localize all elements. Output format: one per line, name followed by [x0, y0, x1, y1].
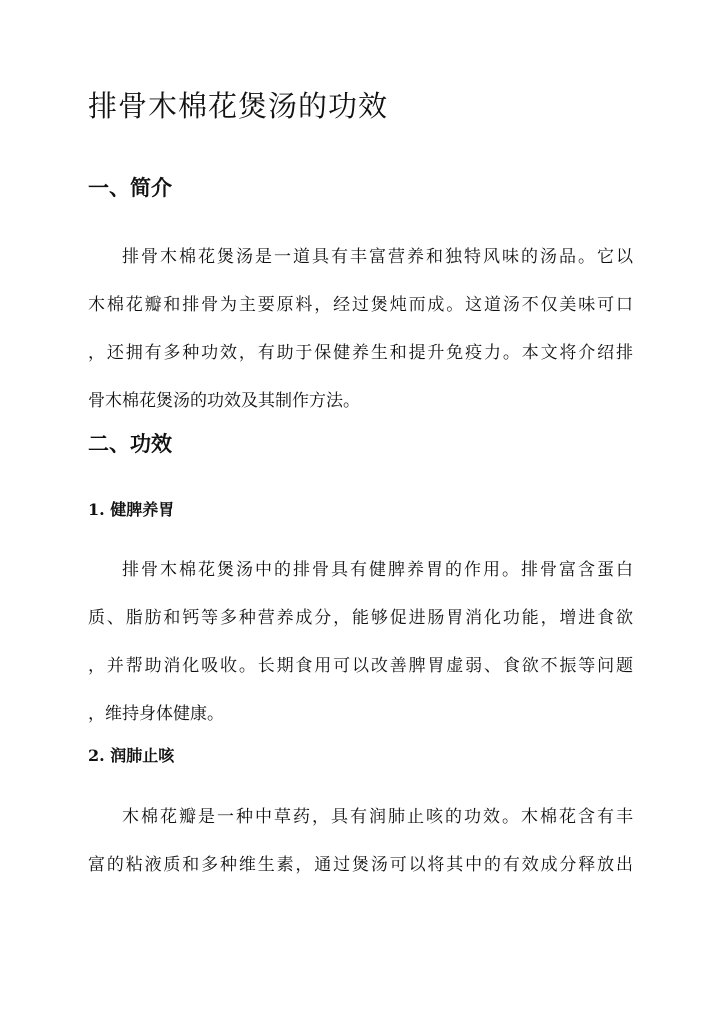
- paragraph-line: 骨木棉花煲汤的功效及其制作方法。: [88, 391, 360, 411]
- subsection-heading-spleen: 1. 健脾养胃: [88, 500, 175, 519]
- subsection-heading-lung: 2. 润肺止咳: [88, 746, 175, 765]
- paragraph-line: 排骨木棉花煲汤中的排骨具有健脾养胃的作用。排骨富含蛋白: [122, 560, 633, 580]
- section-heading-intro: 一、简介: [88, 175, 172, 200]
- paragraph-line: 排骨木棉花煲汤是一道具有丰富营养和独特风味的汤品。它以: [122, 247, 633, 267]
- intro-paragraph: [88, 233, 633, 425]
- paragraph-line: 富的粘液质和多种维生素，通过煲汤可以将其中的有效成分释放出: [88, 855, 633, 875]
- paragraph-line: ，并帮助消化吸收。长期食用可以改善脾胃虚弱、食欲不振等问题: [88, 656, 633, 676]
- spleen-paragraph: [88, 546, 633, 738]
- section-heading-benefits: 二、功效: [88, 431, 172, 456]
- paragraph-line: ，维持身体健康。: [88, 704, 224, 724]
- document-title: 排骨木棉花煲汤的功效: [88, 89, 389, 123]
- paragraph-line: 木棉花瓣和排骨为主要原料，经过煲炖而成。这道汤不仅美味可口: [88, 295, 633, 315]
- lung-paragraph: [88, 793, 633, 889]
- paragraph-line: 质、脂肪和钙等多种营养成分，能够促进肠胃消化功能，增进食欲: [88, 608, 633, 628]
- paragraph-line: ，还拥有多种功效，有助于保健养生和提升免疫力。本文将介绍排: [88, 343, 633, 363]
- paragraph-line: 木棉花瓣是一种中草药，具有润肺止咳的功效。木棉花含有丰: [122, 807, 633, 827]
